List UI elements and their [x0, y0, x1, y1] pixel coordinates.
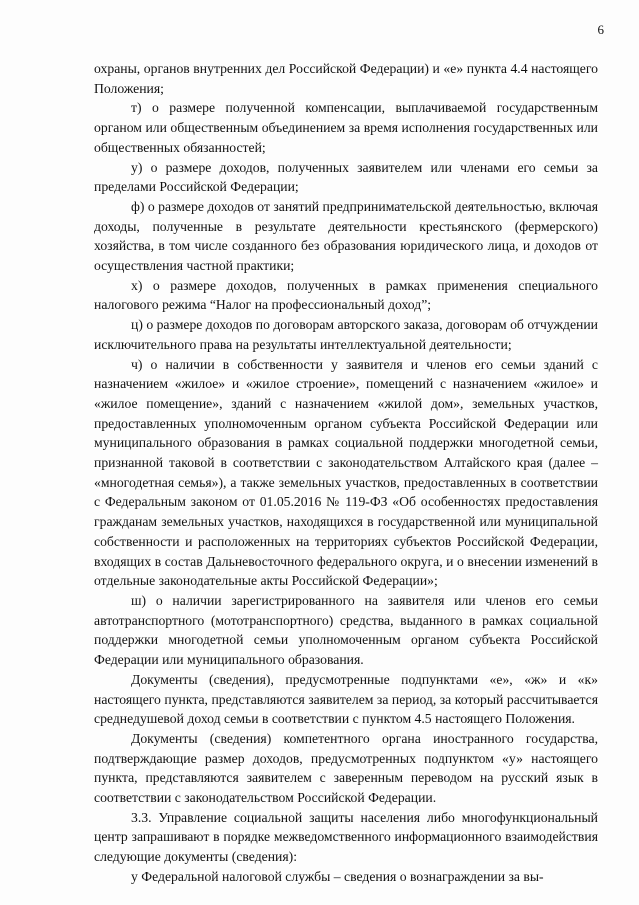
document-body — [94, 59, 598, 887]
paragraph-item-ts: ц) о размере доходов по договорам авторского заказа, договорам об отчуждении исключительного права на результаты интеллектуальной деятельности; — [94, 317, 598, 352]
paragraph-item-sh: ш) о наличии зарегистрированного на заявителя или членов его семьи автотранспортного (мототранспортного) средства, выданного в рамках социальной поддержки многодетной семьи уполномоченным органом субъекта Российской Федерации или муниципального образования. — [94, 592, 598, 668]
paragraph-item-ch: ч) о наличии в собственности у заявителя и членов его семьи зданий с назначением «жилое» и «жилое строение», помещений с назначением «жилое» и «жилое помещение», зданий с назначением «жилой дом», земельных участков, предоставленных уполномоченным органом субъекта Российской Федерации или муниципального образования в рамках социальной поддержки многодетной семьи, признанной таковой в соответствии с законодательством Алтайского края (далее – «многодетная семья»), а также земельных участков, предоставленных в соответствии с Федеральным законом от 01.05.2016 № 119-ФЗ «Об особенностях предоставления гражданам земельных участков, находящихся в государственной или муниципальной собственности и расположенных на территориях субъектов Российской Федерации, входящих в состав Дальневосточного федерального округа, и о внесении изменений в отдельные законодательные акты Российской Федерации»; — [94, 356, 598, 589]
paragraph-foreign-documents: Документы (сведения) компетентного органа иностранного государства, подтверждающие размер доходов, предусмотренных подпунктом «у» настоящего пункта, представляются заявителем с заверенным переводом на русский язык в соответствии с законодательством Российской Федерации. — [94, 730, 598, 806]
page-number: 6 — [597, 22, 604, 37]
paragraph-item-t: т) о размере полученной компенсации, выплачиваемой государственным органом или общественным объединением за время исполнения государственных или общественных обязанностей; — [94, 100, 598, 155]
paragraph-tax-service: у Федеральной налоговой службы – сведения о вознаграждении за вы- — [131, 868, 544, 884]
paragraph-item-f: ф) о размере доходов от занятий предпринимательской деятельностью, включая доходы, полученные в результате деятельности крестьянского (фермерского) хозяйства, в том числе созданного без образования юридического лица, и доходов от осуществления частной практики; — [94, 198, 598, 274]
paragraph-clause-3-3: 3.3. Управление социальной защиты населения либо многофункциональный центр запрашивают в порядке межведомственного информационного взаимодействия следующие документы (сведения): — [94, 809, 598, 865]
paragraph-continuation: охраны, органов внутренних дел Российской Федерации) и «е» пункта 4.4 настоящего Положения; — [94, 61, 598, 96]
paragraph-documents-period: Документы (сведения), предусмотренные подпунктами «е», «ж» и «к» настоящего пункта, представляются заявителем за период, за который рассчитывается среднедушевой доход семьи в соответствии с пунктом 4.5 настоящего Положения. — [94, 671, 598, 727]
paragraph-item-kh: х) о размере доходов, полученных в рамках применения специального налогового режима “Налог на профессиональный доход”; — [94, 277, 598, 313]
paragraph-item-u: у) о размере доходов, полученных заявителем или членами его семьи за пределами Российской Федерации; — [94, 159, 598, 195]
